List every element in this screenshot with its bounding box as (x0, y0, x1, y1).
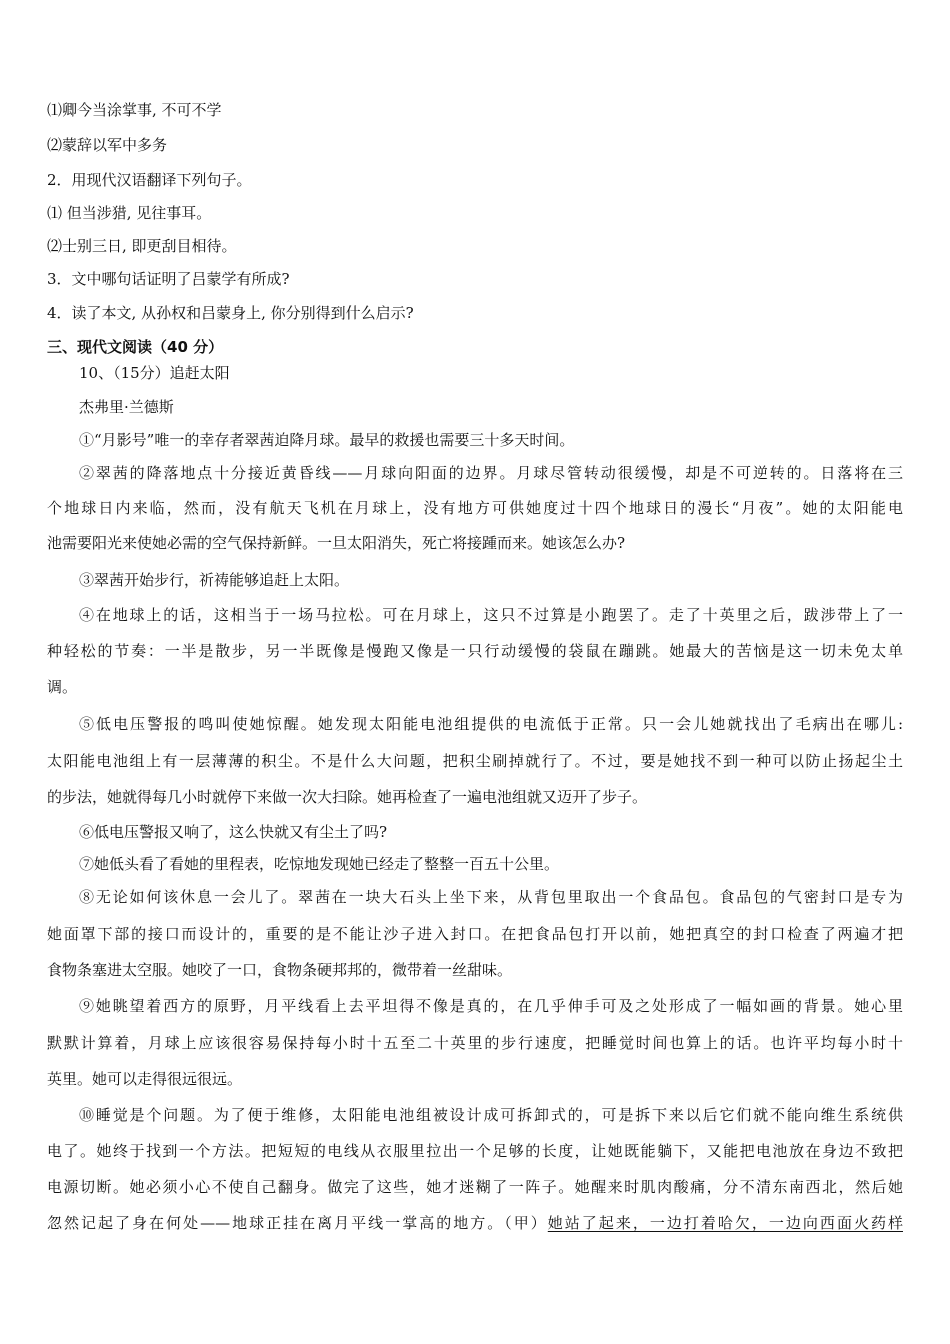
passage-paragraph-9-line: 英里。她可以走得很远很远。 (47, 1070, 243, 1088)
question-1-sub-2: ⑵蒙辞以军中多务 (47, 136, 168, 154)
passage-paragraph-5-line: 太阳能电池组上有一层薄薄的积尘。不是什么大问题，把积尘刷掉就行了。不过，要是她找不到一种可以防止扬起尘土 (47, 752, 903, 770)
question-1-sub-1: ⑴卿今当涂掌事, 不可不学 (47, 101, 222, 119)
passage-paragraph-8-line: 食物条塞进太空服。她咬了一口，食物条硬邦邦的，微带着一丝甜味。 (47, 961, 513, 979)
passage-paragraph-2-line: 个地球日内来临，然而，没有航天飞机在月球上，没有地方可供她度过十四个地球日的漫长“月夜”。她的太阳能电 (47, 499, 903, 517)
passage-paragraph-10-line: 电源切断。她必须小心不使自己翻身。做完了这些，她才迷糊了一阵子。她醒来时肌肉酸痛，分不清东南西北，然后她 (47, 1178, 903, 1196)
passage-underlined-sentence-jia: 她站了起来，一边打着哈欠，一边向西面火药样 (547, 1214, 903, 1232)
passage-paragraph-2-line: 池需要阳光来使她必需的空气保持新鲜。一旦太阳消失，死亡将接踵而来。她该怎么办? (47, 534, 626, 552)
section-3-heading: 三、现代文阅读（40 分） (47, 338, 224, 356)
passage-paragraph-5-line: 的步法，她就得每几小时就停下来做一次大扫除。她再检查了一遍电池组就又迈开了步子。 (47, 788, 648, 806)
passage-paragraph-9-line: ⑨她眺望着西方的原野，月平线看上去平坦得不像是真的，在几乎伸手可及之处形成了一幅如画的背景。她心里 (79, 997, 903, 1015)
passage-paragraph-9-line: 默默计算着，月球上应该很容易保持每小时十五至二十英里的步行速度，把睡觉时间也算上的话。也许平均每小时十 (47, 1034, 903, 1052)
passage-paragraph-6: ⑥低电压警报又响了，这么快就又有尘土了吗? (79, 823, 388, 841)
question-4-prompt: 4．读了本文, 从孙权和吕蒙身上, 你分别得到什么启示? (47, 304, 414, 322)
passage-paragraph-8-line: ⑧无论如何该休息一会儿了。翠茜在一块大石头上坐下来，从背包里取出一个食品包。食品包的气密封口是专为 (79, 888, 903, 906)
passage-paragraph-10-line: 电了。她终于找到一个方法。把短短的电线从衣服里拉出一个足够的长度，让她既能躺下，又能把电池放在身边不致把 (47, 1142, 903, 1160)
passage-paragraph-3: ③翠茜开始步行，祈祷能够追赶上太阳。 (79, 571, 350, 589)
passage-paragraph-4-line: ④在地球上的话，这相当于一场马拉松。可在月球上，这只不过算是小跑罢了。走了十英里之后，跋涉带上了一 (79, 606, 903, 624)
passage-paragraph-10-last-line (47, 1213, 903, 1233)
passage-paragraph-4-line: 种轻松的节奏：一半是散步，另一半既像是慢跑又像是一只行动缓慢的袋鼠在蹦跳。她最大的苦恼是这一切未免太单 (47, 642, 903, 660)
question-2-sub-1: ⑴ 但当涉猎, 见往事耳。 (47, 204, 212, 222)
passage-author: 杰弗里·兰德斯 (79, 398, 174, 416)
passage-paragraph-10-line: ⑩睡觉是个问题。为了便于维修，太阳能电池组被设计成可拆卸式的，可是拆下来以后它们就不能向维生系统供 (79, 1106, 903, 1124)
passage-paragraph-8-line: 她面罩下部的接口而设计的，重要的是不能让沙子进入封口。在把食品包打开以前，她把真空的封口检查了两遍才把 (47, 925, 903, 943)
question-2-sub-2: ⑵士别三日, 即更刮目相待。 (47, 237, 237, 255)
passage-paragraph-2-line: ②翠茜的降落地点十分接近黄昏线——月球向阳面的边界。月球尽管转动很缓慢，却是不可逆转的。日落将在三 (79, 464, 903, 482)
passage-paragraph-7: ⑦她低头看了看她的里程表，吃惊地发现她已经走了整整一百五十公里。 (79, 855, 560, 873)
passage-paragraph-5-line: ⑤低电压警报的鸣叫使她惊醒。她发现太阳能电池组提供的电流低于正常。只一会儿她就找出了毛病出在哪儿: (79, 715, 903, 733)
passage-paragraph-10-plain: 忽然记起了身在何处——地球正挂在离月平线一掌高的地方。（甲） (47, 1214, 548, 1232)
passage-paragraph-4-line: 调。 (47, 678, 78, 696)
item-10-title: 10、（15分）追赶太阳 (79, 364, 230, 382)
passage-paragraph-1: ①“月影号”唯一的幸存者翠茜迫降月球。最早的救援也需要三十多天时间。 (79, 431, 575, 449)
question-3-prompt: 3．文中哪句话证明了吕蒙学有所成? (47, 270, 290, 288)
question-2-prompt: 2．用现代汉语翻译下列句子。 (47, 171, 252, 189)
